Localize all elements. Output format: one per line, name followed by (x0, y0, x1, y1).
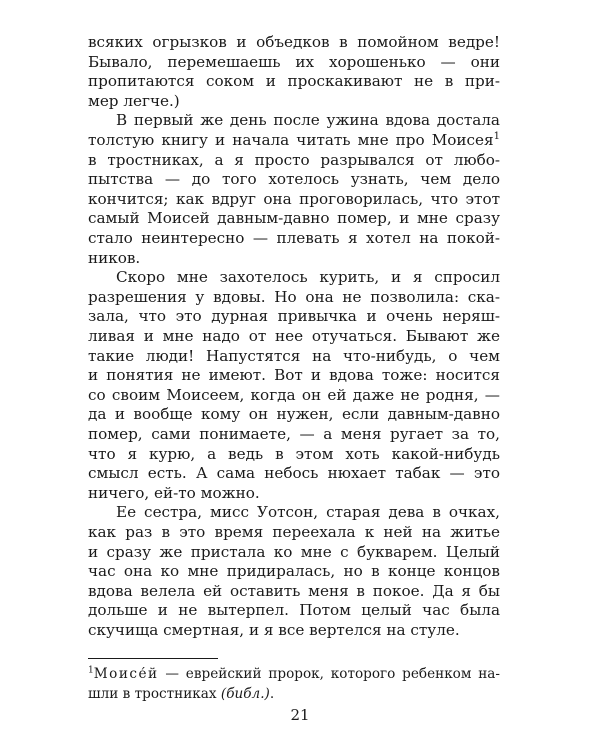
footnote-text: — еврейский пророк, которого ребенком на- (158, 666, 500, 682)
text-line: смысл есть. А сама небось нюхает табак — это (88, 464, 500, 483)
text-line: ничего, ей-то можно. (88, 483, 260, 502)
text-line: зала, что это дурная привычка и очень неряш- (88, 307, 500, 326)
text-line: ливая и мне надо от нее отучаться. Бывают же (88, 327, 500, 345)
text-line: час она ко мне придиралась, но в конце концов (88, 562, 500, 581)
paragraph-start-line: В первый же день после ужина вдова достала (116, 111, 500, 130)
paragraph-start-line: Скоро мне захотелось курить, и я спросил (116, 268, 500, 287)
text-line: вдова велела ей оставить меня в покое. Да я бы (88, 581, 500, 600)
text-line: и понятия не имеют. Вот и вдова тоже: носится (88, 366, 500, 385)
text-line: Бывало, перемешаешь их хорошенько — они (88, 52, 500, 71)
text-line: в тростниках, а я просто разрывался от любо- (88, 150, 500, 169)
footnote-line (88, 684, 500, 704)
text-line: самый Моисей давным-давно помер, и мне сразу (88, 209, 500, 228)
footnote-text: шли в тростниках (88, 686, 221, 702)
text-line: такие люди! Напустятся на что-нибудь, о чем (88, 346, 500, 365)
footnote-marker: 1 (88, 665, 94, 676)
paragraph-start-line: Ее сестра, мисс Уотсон, старая дева в очках, (116, 503, 500, 522)
text-line: всяких огрызков и объедков в помойном ведре! (88, 33, 500, 51)
text-line: как раз в это время переехала к ней на житье (88, 523, 500, 541)
text-line: разрешения у вдовы. Но она не позволила: ска- (88, 287, 500, 306)
footnote-headword: Моисе́й (93, 666, 159, 682)
text-line: скучища смертная, и я все вертелся на стуле. (88, 621, 460, 639)
text-line: стало неинтересно — плевать я хотел на покой- (88, 229, 500, 247)
text-line: пропитаются соком и проскакивают не в при- (88, 72, 500, 91)
text-line: дольше и не вытерпел. Потом целый час была (88, 601, 500, 620)
footnote-reference: 1 (493, 130, 500, 142)
text-line: кончится; как вдруг она проговорилась, что этот (88, 189, 500, 208)
footnote-divider (88, 658, 218, 659)
footnote-text: . (269, 686, 275, 702)
text-line: ников. (88, 248, 141, 267)
text-line: и сразу же пристала ко мне с букварем. Целый (88, 542, 500, 561)
text-line: со своим Моисеем, когда он ей даже не родня, — (88, 385, 500, 404)
text-line: мер легче.) (88, 91, 180, 110)
text-fragment: толстую книгу и начала читать мне про Моисея (88, 131, 494, 149)
text-line: да и вообще кому он нужен, если давным-давно (88, 405, 500, 424)
footnote-line (88, 664, 500, 684)
footnote-annotation: (библ.) (220, 686, 270, 702)
text-line: помер, сами понимаете, — а меня ругает за то, (88, 425, 500, 443)
text-line: пытства — до того хотелось узнать, чем дело (88, 170, 500, 189)
text-line-with-footnote-ref (88, 131, 500, 151)
text-line: что я курю, а ведь в этом хоть какой-нибудь (88, 444, 500, 463)
page-number: 21 (290, 706, 310, 724)
